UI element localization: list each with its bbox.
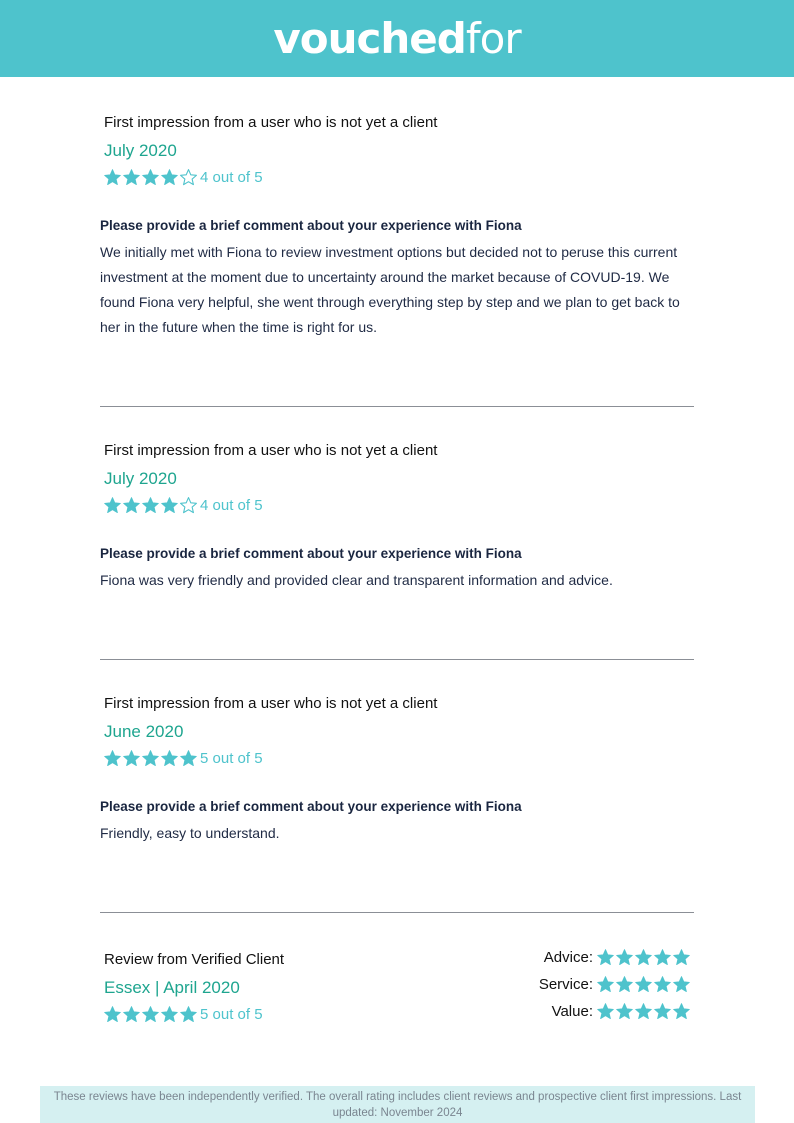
sub-rating-label: Service: [538,976,593,993]
review-question: Please provide a brief comment about your experience with Fiona [100,218,522,233]
divider [100,912,694,913]
sub-rating-service [539,971,691,998]
star-filled-icon [103,168,122,187]
star-filled-icon [122,168,141,187]
rating-text: 5 out of 5 [200,749,263,767]
star-filled-icon [672,1002,691,1021]
star-filled-icon [653,975,672,994]
review-question: Please provide a brief comment about your experience with Fiona [100,799,522,814]
star-rating [596,1002,691,1021]
star-filled-icon [634,948,653,967]
star-filled-icon [634,975,653,994]
review-comment: Fiona was very friendly and provided clear and transparent information and advice. [100,572,613,588]
star-filled-icon [141,496,160,515]
star-filled-icon [596,1002,615,1021]
star-filled-icon [615,948,634,967]
review-location-date: Essex | April 2020 [104,978,240,997]
review-rating [103,747,694,769]
header-bar [0,0,794,77]
logo-bold-text: vouched [273,13,466,63]
star-filled-icon [141,1005,160,1024]
star-filled-icon [103,1005,122,1024]
sub-ratings [539,944,691,1025]
star-rating [596,948,691,967]
star-empty-icon [179,168,198,187]
review-comment: We initially met with Fiona to review investment options but decided not to peruse this current investment at the moment due to uncertainty around the market because of COVUD-19. We found Fiona very helpful, she went through everything step by step and we plan to get back to her in the future when the time is right for us. [100,244,680,335]
star-filled-icon [160,1005,179,1024]
star-empty-icon [179,496,198,515]
star-filled-icon [179,749,198,768]
star-filled-icon [160,168,179,187]
star-filled-icon [672,948,691,967]
divider [100,659,694,660]
star-rating [103,1005,198,1024]
star-filled-icon [179,1005,198,1024]
star-filled-icon [160,749,179,768]
review-title: First impression from a user who is not yet a client [104,695,438,712]
sub-rating-label: Advice: [543,949,593,966]
star-filled-icon [103,496,122,515]
star-filled-icon [672,975,691,994]
star-filled-icon [653,1002,672,1021]
star-filled-icon [122,496,141,515]
star-filled-icon [634,1002,653,1021]
review-title: First impression from a user who is not yet a client [104,442,438,459]
review-card [100,113,694,340]
star-filled-icon [141,168,160,187]
star-filled-icon [141,749,160,768]
star-filled-icon [103,749,122,768]
review-date: July 2020 [104,469,177,488]
review-comment: Friendly, easy to understand. [100,825,280,841]
review-rating [103,494,694,516]
star-filled-icon [615,1002,634,1021]
star-filled-icon [122,749,141,768]
rating-text: 5 out of 5 [200,1005,263,1023]
review-card [100,441,694,593]
rating-text: 4 out of 5 [200,168,263,186]
star-filled-icon [596,948,615,967]
star-rating [103,168,198,187]
star-filled-icon [160,496,179,515]
logo-light-text: for [465,13,521,63]
star-rating [596,975,691,994]
review-card [100,694,694,846]
review-title: First impression from a user who is not yet a client [104,114,438,131]
star-rating [103,749,198,768]
sub-rating-value [539,998,691,1025]
review-rating [103,166,694,188]
star-filled-icon [596,975,615,994]
review-date: July 2020 [104,141,177,160]
divider [100,406,694,407]
rating-text: 4 out of 5 [200,496,263,514]
review-date: June 2020 [104,722,184,741]
star-filled-icon [653,948,672,967]
verification-footer: These reviews have been independently verified. The overall rating includes client reviews and prospective client first impressions. Last updated: November 2024 [40,1086,755,1123]
review-rating [103,1003,460,1025]
star-filled-icon [122,1005,141,1024]
review-title: Review from Verified Client [104,951,285,968]
vouchedfor-logo[interactable] [273,13,521,63]
sub-rating-label: Value: [551,1003,593,1020]
star-filled-icon [615,975,634,994]
star-rating [103,496,198,515]
review-question: Please provide a brief comment about your experience with Fiona [100,546,522,561]
sub-rating-advice [539,944,691,971]
review-card [100,950,460,1025]
